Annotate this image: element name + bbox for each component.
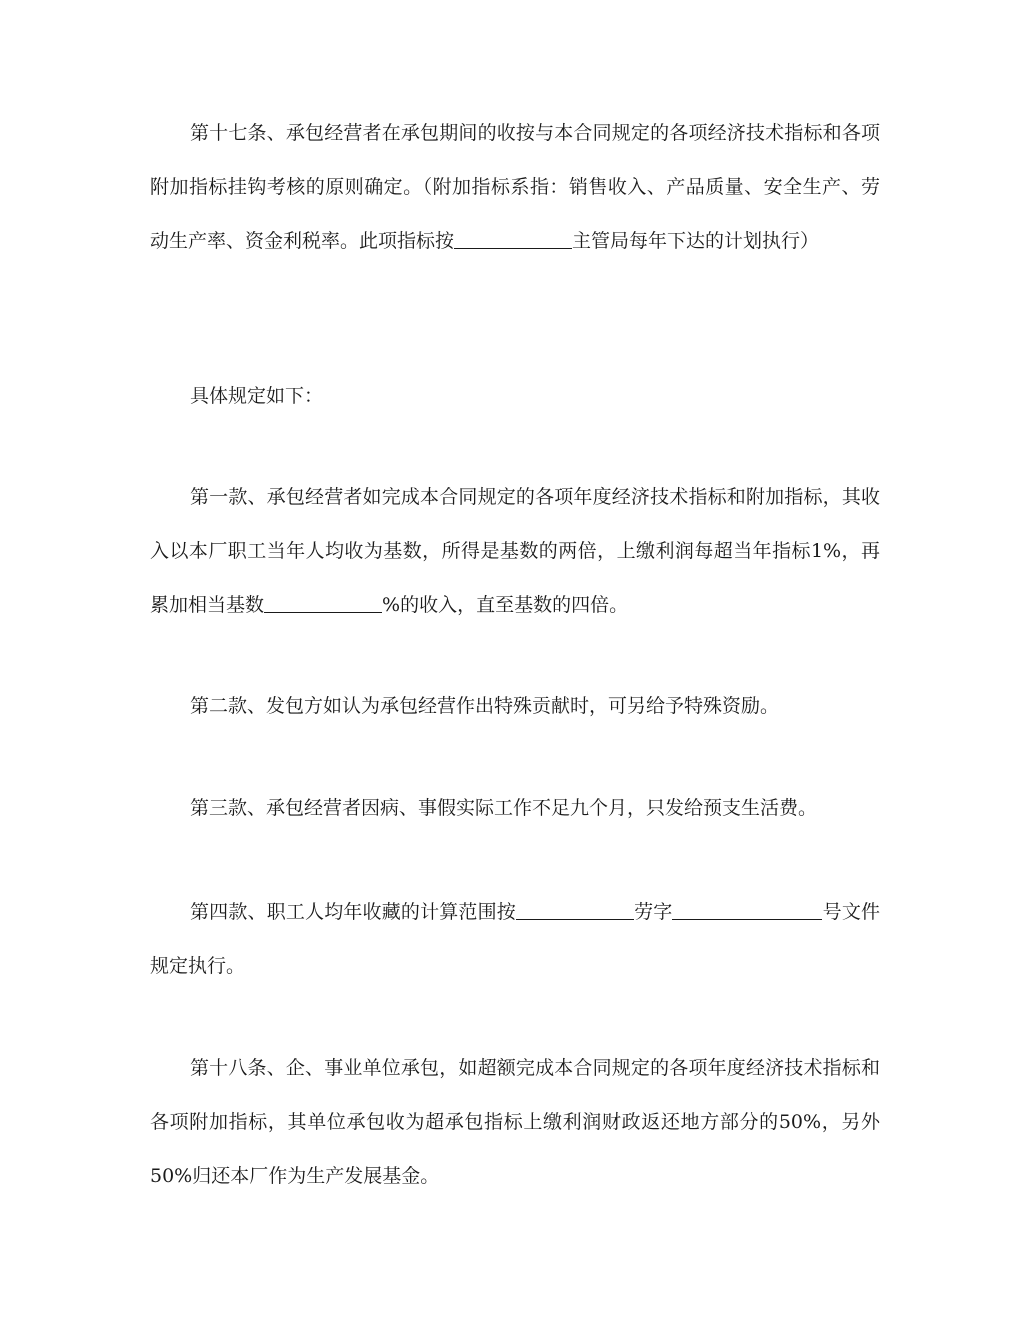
fill-in-blank [264,593,382,613]
clause-4-text-c: 号文件规定执行。 [150,901,880,977]
clause-1-paragraph [150,470,880,632]
article-17-text-a: 第十七条、承包经营者在承包期间的收按与本合同规定的各项经济技术指标和各项附加指标挂钩考核的原则确定。（附加指标系指：销售收入、产品质量、安全生产、劳动生产率、资金利税率。此项指标按 [150,122,880,252]
article-18-paragraph: 第十八条、企、事业单位承包，如超额完成本合同规定的各项年度经济技术指标和各项附加指标，其单位承包收为超承包指标上缴利润财政返还地方部分的50%，另外50%归还本厂作为生产发展基金。 [150,1057,880,1187]
clause-1-text-b: %的收入，直至基数的四倍。 [382,594,629,616]
clause-2-paragraph: 第二款、发包方如认为承包经营作出特殊贡献时，可另给予特殊资励。 [190,695,780,717]
clause-3-paragraph: 第三款、承包经营者因病、事假实际工作不足九个月，只发给预支生活费。 [190,797,818,819]
article-17-paragraph [150,106,880,268]
intro-paragraph: 具体规定如下： [190,385,324,407]
clause-4-paragraph [150,885,880,993]
article-17-text-b: 主管局每年下达的计划执行） [572,230,820,252]
clause-4-text-b: 劳字 [633,901,673,923]
clause-4-text-a: 第四款、职工人均年收藏的计算范围按 [190,901,516,923]
fill-in-blank [672,900,822,920]
fill-in-blank [516,900,634,920]
fill-in-blank [454,229,572,249]
clause-1-text-a: 第一款、承包经营者如完成本合同规定的各项年度经济技术指标和附加指标，其收入以本厂职工当年人均收为基数，所得是基数的两倍，上缴利润每超当年指标1%，再累加相当基数 [150,486,880,616]
